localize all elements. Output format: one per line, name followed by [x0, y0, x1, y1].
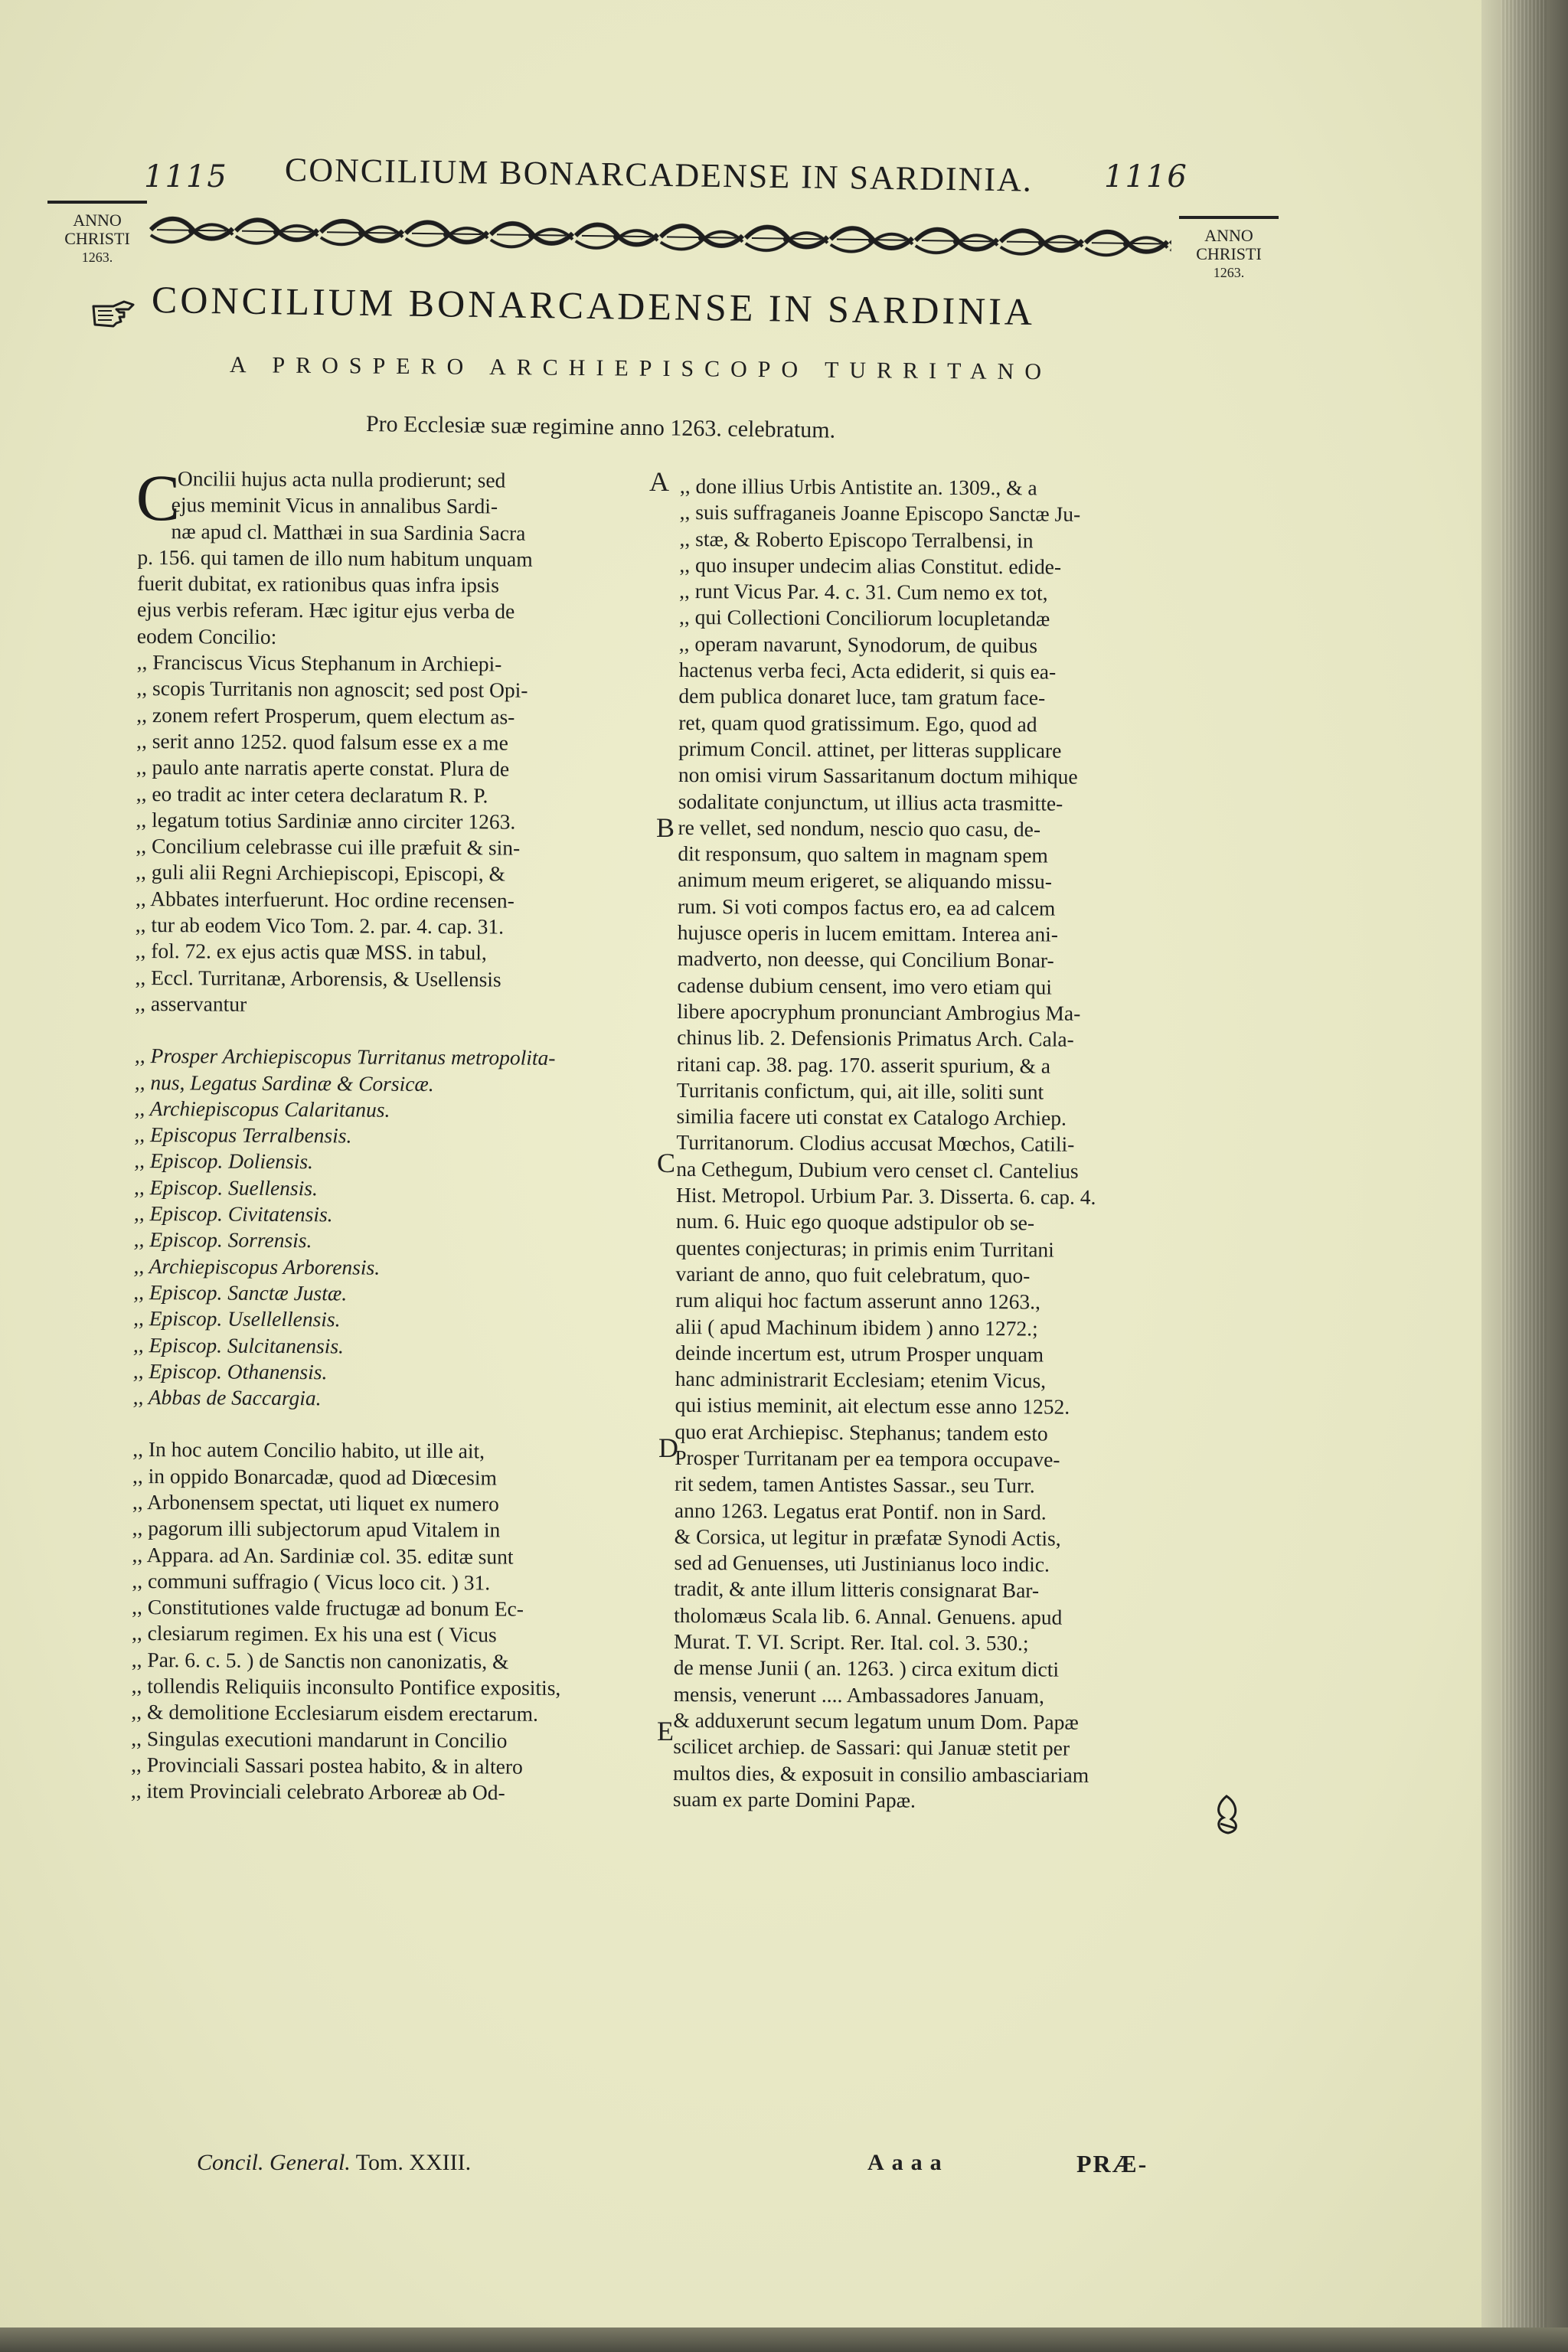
text-line: ,, Par. 6. c. 5. ) de Sanctis non canonizatis, & [131, 1647, 509, 1674]
margin-marker-c: C [657, 1148, 676, 1178]
text-line: sed ad Genuenses, uti Justinianus loco indic. [674, 1550, 1050, 1576]
text-line: ,, Episcop. Doliensis. [134, 1148, 314, 1174]
christi-label: CHRISTI [64, 229, 130, 248]
anno-label: ANNO [73, 211, 122, 230]
text-line: næ apud cl. Matthæi in sua Sardinia Sacra [171, 518, 526, 545]
text-line: p. 156. qui tamen de illo num habitum unquam [137, 544, 533, 571]
anno-label: ANNO [1204, 226, 1253, 245]
text-line: multos dies, & exposuit in consilio ambasciariam [673, 1760, 1089, 1787]
text-line: alii ( apud Machinum ibidem ) anno 1272.; [675, 1314, 1038, 1340]
christi-label: CHRISTI [1196, 244, 1262, 263]
text-line: & Corsica, ut legitur in præfatæ Synodi Actis, [674, 1524, 1061, 1550]
text-line: ,, In hoc autem Concilio habito, ut ille ait, [132, 1437, 485, 1463]
text-line: ,, tur ab eodem Vico Tom. 2. par. 4. cap. 31. [135, 913, 505, 939]
page-edge-stripes [1501, 0, 1547, 2352]
text-line: ,, item Provinciali celebrato Arboreæ ab Od- [130, 1779, 505, 1805]
text-line: scilicet archiep. de Sassari: qui Januæ stetit per [673, 1734, 1070, 1760]
text-line: ,, Provinciali Sassari postea habito, & in altero [131, 1752, 523, 1779]
text-line: Turritanorum. Clodius accusat Mœchos, Catili- [676, 1130, 1075, 1157]
text-line: ,, Episcop. Sulcitanensis. [132, 1332, 345, 1357]
text-line: dem publica donaret luce, tam gratum face- [678, 684, 1046, 710]
text-line: mensis, venerunt .... Ambassadores Januam, [673, 1681, 1044, 1708]
text-line: hactenus verba feci, Acta ediderit, si quis ea- [678, 658, 1057, 684]
text-line: hujusce operis in lucem emittam. Interea ani- [677, 920, 1059, 946]
text-line: ,, nus, Legatus Sardinæ & Corsicæ. [134, 1070, 434, 1096]
text-line: Prosper Turritanam per ea tempora occupave- [675, 1445, 1060, 1472]
text-line: Hist. Metropol. Urbium Par. 3. Disserta. 6. cap. 4. [675, 1183, 1096, 1209]
text-line: animum meum erigeret, se aliquando missu- [678, 867, 1053, 894]
margin-marker-b: B [656, 812, 675, 843]
text-line: Turritanis confictum, qui, ait ille, soliti sunt [676, 1077, 1044, 1104]
text-line: Oncilii hujus acta nulla prodierunt; sed [177, 466, 506, 492]
text-line: ejus meminit Vicus in annalibus Sardi- [171, 492, 498, 518]
text-line: rum. Si voti compos factus ero, ea ad calcem [677, 893, 1056, 920]
text-line: similia facere uti constat ex Catalogo Archiep. [676, 1104, 1067, 1130]
catchword: PRÆ- [1076, 2150, 1148, 2177]
text-line: deinde incertum est, utrum Prosper unquam [675, 1340, 1044, 1367]
text-line: ejus verbis referam. Hæc igitur ejus verba de [136, 597, 515, 624]
text-line: ,, clesiarum regimen. Ex his una est ( Vicus [131, 1621, 497, 1647]
text-line: quo erat Archiepisc. Stephanus; tandem esto [675, 1419, 1048, 1446]
text-line: ret, quam quod gratissimum. Ego, quod ad [678, 710, 1037, 737]
text-line: ,, qui Collectioni Conciliorum locupletandæ [678, 605, 1050, 632]
drop-cap: C [136, 460, 181, 535]
text-line: ,, Arbonensem spectat, uti liquet ex numero [132, 1489, 499, 1516]
signature-mark: Aaaa [867, 2150, 949, 2175]
text-line: ,, paulo ante narratis aperte constat. Plura de [136, 755, 510, 781]
text-line: na Cethegum, Dubium vero censet cl. Cantelius [676, 1156, 1079, 1183]
text-line: ,, serit anno 1252. quod falsum esse ex a me [136, 728, 508, 755]
anno-year: 1263. [81, 250, 113, 265]
anno-rule-right [1179, 216, 1279, 219]
text-line [132, 1410, 661, 1439]
footer-volume-number: Tom. XXIII. [355, 2150, 472, 2175]
column-number-left: 1115 [144, 159, 228, 194]
text-line: chinus lib. 2. Defensionis Primatus Arch. Cala- [677, 1025, 1074, 1051]
text-line: ,, fol. 72. ex ejus actis quæ MSS. in tabul, [135, 939, 487, 965]
main-title: CONCILIUM BONARCADENSE IN SARDINIA [151, 278, 1036, 334]
text-line: variant de anno, quo fuit celebratum, quo- [675, 1261, 1031, 1288]
text-line: ,, communi suffragio ( Vicus loco cit. ) 31. [132, 1568, 491, 1595]
text-line: ,, asservantur [135, 991, 247, 1016]
footer-volume [197, 2150, 471, 2176]
text-line: anno 1263. Legatus erat Pontif. non in Sard. [674, 1498, 1047, 1524]
text-line: ,, Constitutiones valde fructugæ ad bonum Ec- [132, 1595, 524, 1621]
text-line: cadense dubium censent, imo vero etiam qui [677, 972, 1053, 999]
text-line: ,, Singulas executioni mandarunt in Concilio [131, 1726, 508, 1753]
text-line: ,, tollendis Reliquiis inconsulto Pontifice expositis, [131, 1674, 561, 1700]
text-line: quentes conjecturas; in primis enim Turritani [675, 1235, 1054, 1262]
anno-christi-right [1179, 216, 1279, 282]
anno-year: 1263. [1213, 265, 1245, 280]
text-line: ,, Franciscus Vicus Stephanum in Archiepi- [136, 650, 502, 676]
text-line: ,, in oppido Bonarcadæ, quod ad Diœcesim [132, 1463, 497, 1490]
right-column [673, 473, 1194, 1815]
text-line: ,, Episcopus Terralbensis. [134, 1122, 352, 1148]
column-number-right: 1116 [1104, 159, 1188, 194]
text-line: ,, Episcop. Usellellensis. [133, 1306, 341, 1331]
text-line: rit sedem, tamen Antistes Sassar., seu Turr. [675, 1472, 1035, 1498]
text-line: dit responsum, quo saltem in magnam spem [678, 841, 1048, 867]
scan-bottom-band [0, 2328, 1568, 2352]
text-line: ,, runt Vicus Par. 4. c. 31. Cum nemo ex tot, [679, 579, 1048, 605]
text-line: ,, & demolitione Ecclesiarum eisdem erectarum. [131, 1700, 539, 1726]
text-line: madverto, non deesse, qui Concilium Bonar- [677, 946, 1054, 972]
text-line: rum aliqui hoc factum asserunt anno 1263., [675, 1288, 1040, 1314]
left-column [130, 460, 666, 1807]
pointing-hand-icon [90, 299, 136, 332]
text-line: ,, Episcop. Othanensis. [132, 1358, 328, 1384]
text-line: ,, legatum totius Sardiniæ anno circiter 1263. [136, 807, 516, 834]
text-line: ,, Episcop. Suellensis. [133, 1174, 318, 1200]
text-line: ,, done illius Urbis Antistite an. 1309., & a [679, 474, 1037, 500]
text-line: ,, Episcop. Sorrensis. [133, 1227, 312, 1253]
text-line: non omisi virum Sassaritanum doctum mihique [678, 763, 1078, 789]
footer-volume-title: Concil. General. [197, 2150, 351, 2175]
subtitle-date: Pro Ecclesiæ suæ regimine anno 1263. celebratum. [365, 411, 836, 443]
text-line: num. 6. Huic ego quoque adstipulor ob se- [675, 1209, 1035, 1235]
text-line: Murat. T. VI. Script. Rer. Ital. col. 3. 530.; [673, 1629, 1029, 1655]
text-line: ,, operam navarunt, Synodorum, de quibus [678, 631, 1038, 658]
text-line: ,, Appara. ad An. Sardiniæ col. 35. editæ sunt [132, 1542, 514, 1569]
text-line: re vellet, sed nondum, nescio quo casu, de- [678, 815, 1041, 841]
text-line: ,, guli alii Regni Archiepiscopi, Episcopi, & [136, 860, 506, 886]
subtitle: A PROSPERO ARCHIEPISCOPO TURRITANO [229, 352, 1053, 385]
text-line [135, 1017, 663, 1046]
text-line: suam ex parte Domini Papæ. [672, 1786, 916, 1812]
text-line: tradit, & ante illum litteris consignarat Bar- [674, 1576, 1040, 1602]
text-line: ,, zonem refert Prosperum, quem electum as- [136, 702, 515, 729]
text-line: tholomæus Scala lib. 6. Annal. Genuens. apud [674, 1602, 1063, 1629]
text-line: primum Concil. attinet, per litteras supplicare [678, 736, 1062, 763]
text-line: ,, Archiepiscopus Calaritanus. [134, 1096, 390, 1122]
running-title: CONCILIUM BONARCADENSE IN SARDINIA. [284, 151, 1034, 199]
text-line: ,, suis suffraganeis Joanne Episcopo Sanctæ Ju- [679, 500, 1081, 527]
margin-marker-a: A [649, 466, 669, 497]
margin-marker-e: E [657, 1716, 674, 1746]
text-line: ritani cap. 38. pag. 170. asserit spurium, & a [676, 1051, 1051, 1078]
text-line: ,, eo tradit ac inter cetera declaratum R. P. [136, 781, 488, 807]
anno-christi-left [47, 201, 147, 266]
text-line: ,, Abbates interfuerunt. Hoc ordine recensen- [135, 886, 514, 913]
text-line: ,, scopis Turritanis non agnoscit; sed post Opi- [136, 676, 528, 703]
text-line: fuerit dubitat, ex rationibus quas infra ipsis [137, 571, 500, 597]
text-line: de mense Junii ( an. 1263. ) circa exitum dicti [673, 1655, 1060, 1681]
printer-fleuron-icon [1210, 1793, 1243, 1836]
text-line: ,, stæ, & Roberto Episcopo Terralbensi, in [679, 526, 1034, 553]
margin-marker-d: D [658, 1432, 678, 1463]
text-line: sodalitate conjunctum, ut illius acta trasmitte- [678, 789, 1063, 815]
text-line: ,, Archiepiscopus Arborensis. [133, 1253, 381, 1279]
text-line: ,, Episcop. Civitatensis. [133, 1201, 333, 1227]
text-line: ,, quo insuper undecim alias Constitut. edide- [679, 552, 1062, 579]
text-line: ,, pagorum illi subjectorum apud Vitalem in [132, 1516, 501, 1542]
text-line: ,, Prosper Archiepiscopus Turritanus metropolita- [134, 1044, 556, 1070]
anno-rule-left [47, 201, 147, 204]
text-line: ,, Abbas de Saccargia. [132, 1385, 322, 1410]
text-line: hanc administrarit Ecclesiam; etenim Vicus, [675, 1367, 1047, 1393]
text-line: eodem Concilio: [136, 623, 277, 648]
text-line: ,, Concilium celebrasse cui ille præfuit & sin- [136, 834, 521, 860]
text-line: & adduxerunt secum legatum unum Dom. Papæ [673, 1707, 1079, 1734]
text-line: ,, Eccl. Turritanæ, Arborensis, & Usellensis [135, 965, 501, 991]
running-head [0, 130, 1497, 199]
text-line: libere apocryphum pronunciant Ambrogius Ma- [677, 998, 1081, 1025]
text-line: qui istius meminit, ait electum esse anno 1252. [675, 1393, 1070, 1419]
text-line: ,, Episcop. Sanctæ Justæ. [133, 1279, 348, 1305]
